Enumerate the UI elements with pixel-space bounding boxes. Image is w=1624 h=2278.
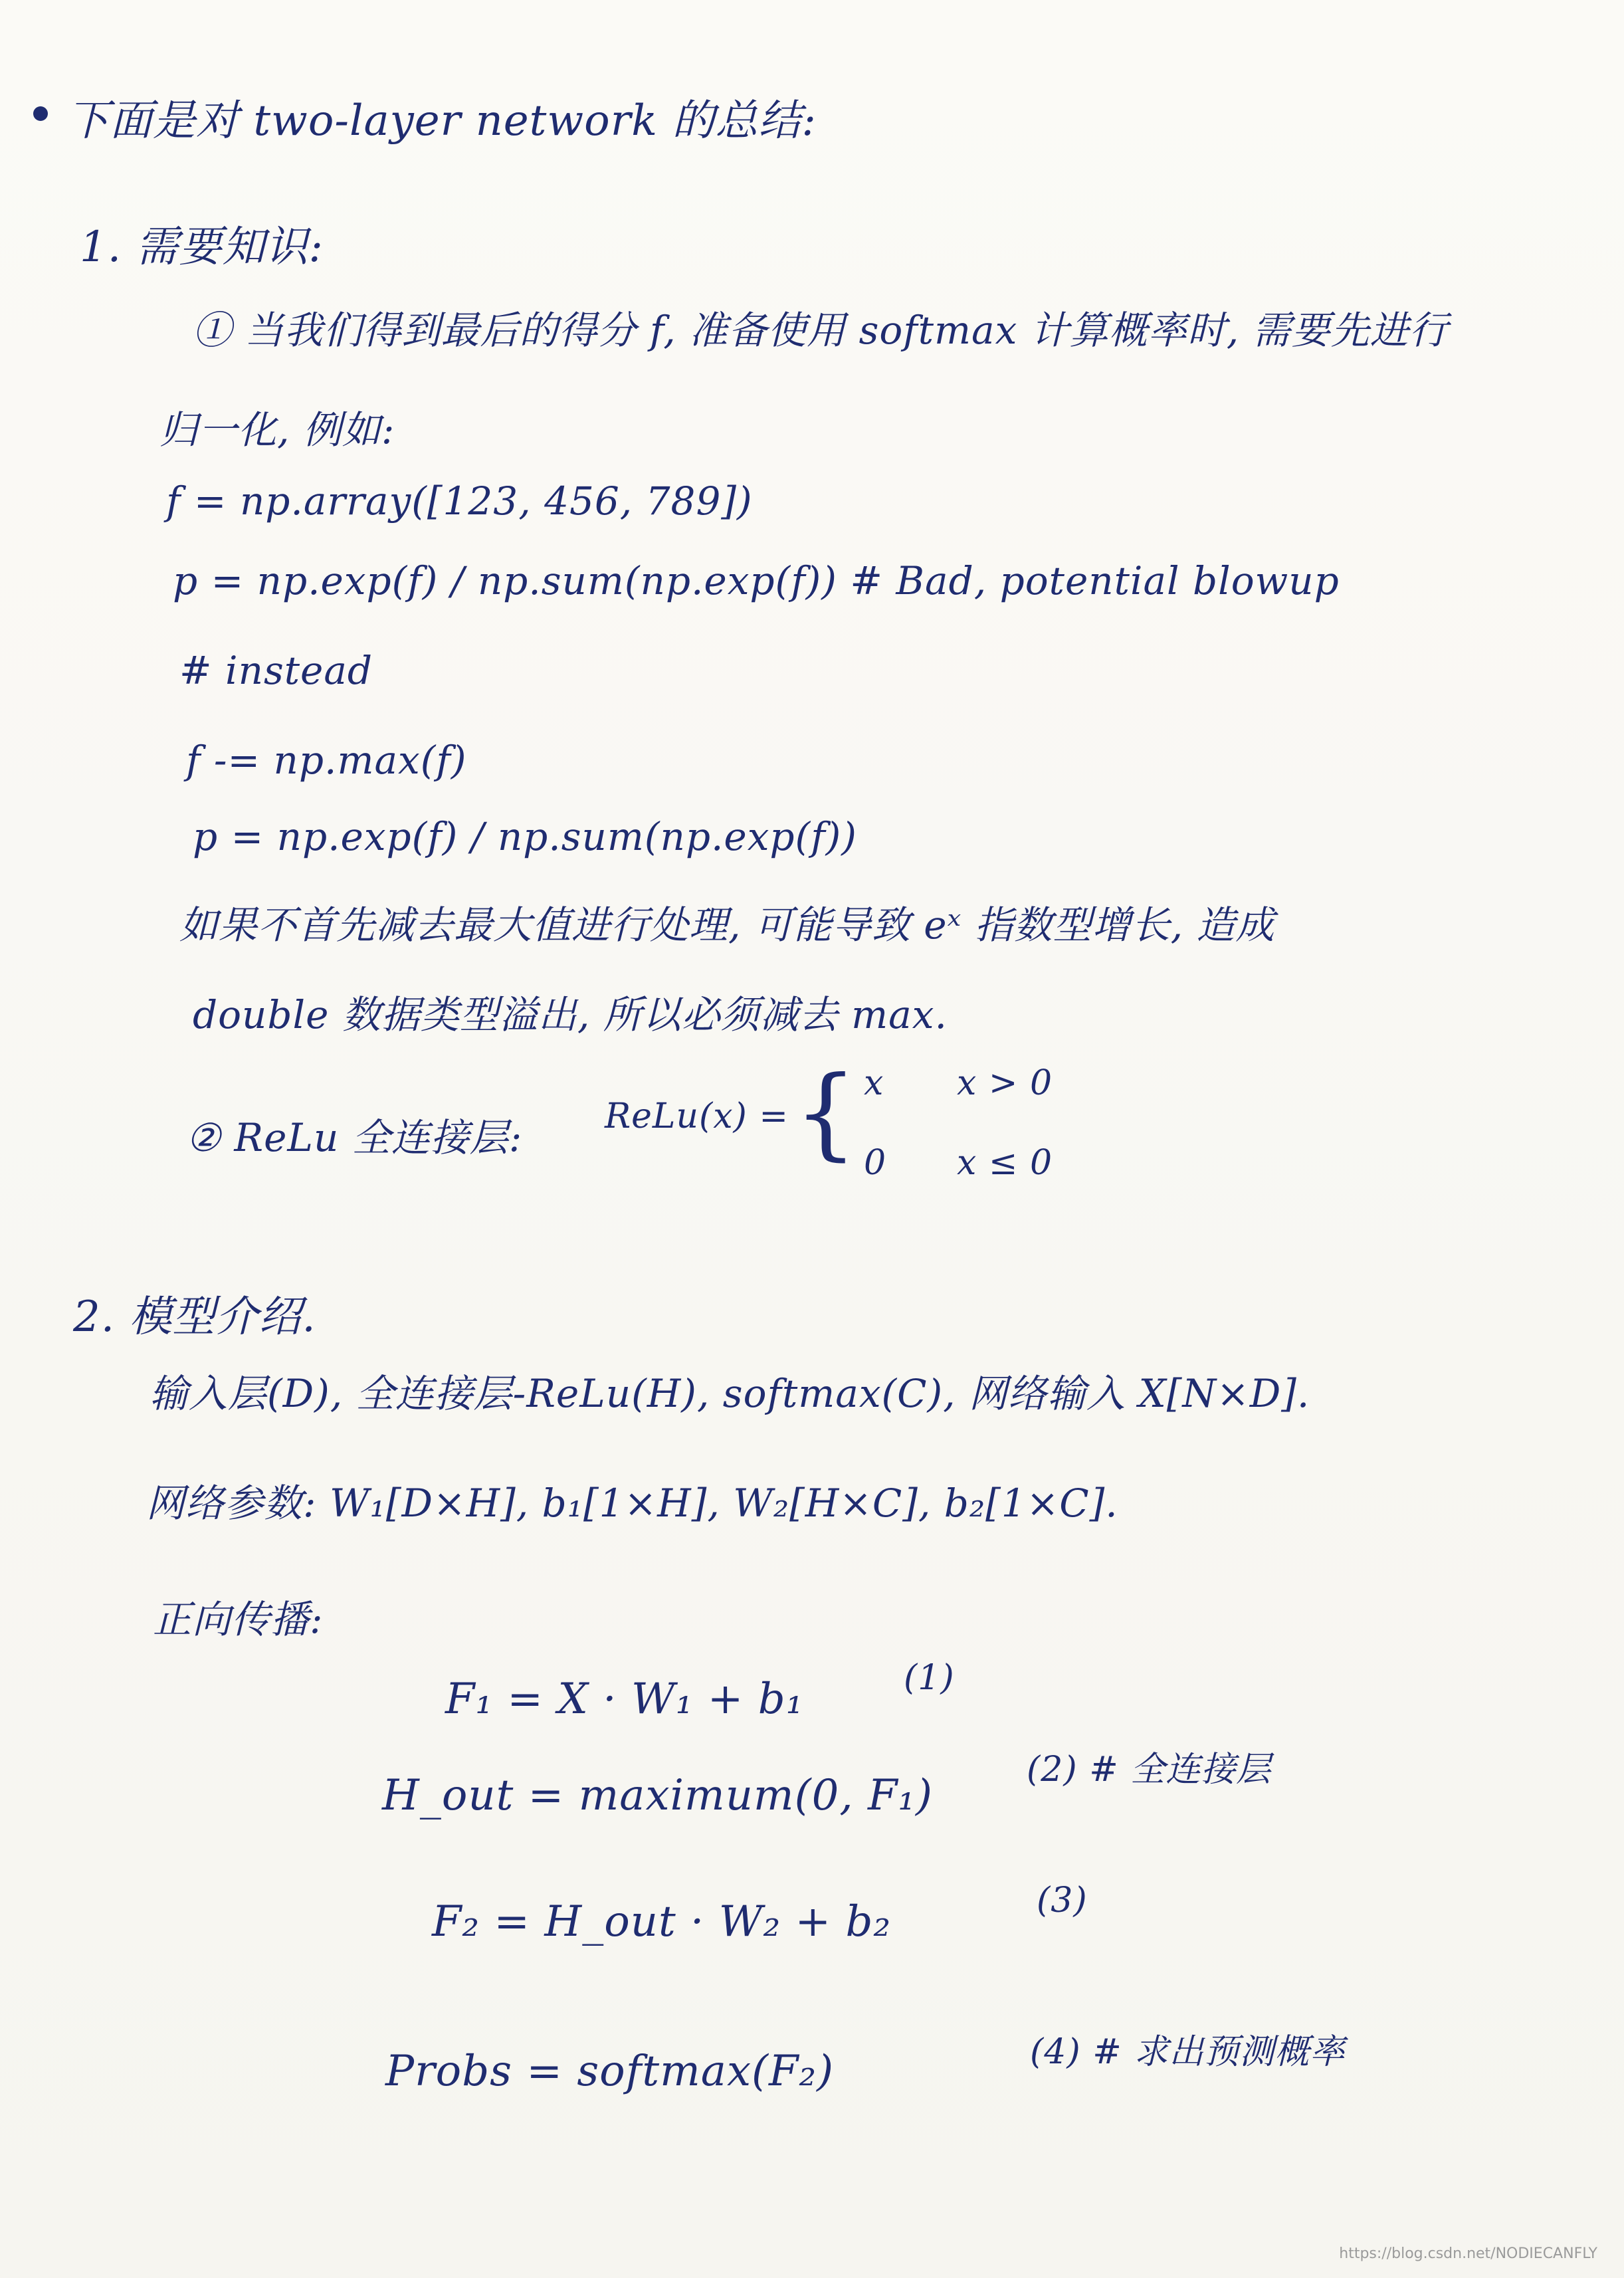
relu-case-cond-1: x > 0 bbox=[957, 1063, 1053, 1103]
model-layers-line: 输入层(D), 全连接层-ReLu(H), softmax(C), 网络输入 X[N×D]. bbox=[150, 1371, 1310, 1416]
network-params-line: 网络参数: W₁[D×H], b₁[1×H], W₂[H×C], b₂[1×C]. bbox=[146, 1481, 1118, 1526]
equation-4-number: (4) # 求出预测概率 bbox=[1030, 2032, 1346, 2072]
equation-1: F₁ = X · W₁ + b₁ bbox=[445, 1675, 804, 1724]
forward-prop-heading: 正向传播: bbox=[153, 1597, 324, 1642]
section-2-heading: 2. 模型介绍. bbox=[73, 1293, 316, 1342]
code-array-line: f = np.array([123, 456, 789]) bbox=[166, 478, 753, 524]
summary-heading: 下面是对 two-layer network 的总结: bbox=[66, 96, 817, 146]
relu-def-lhs: ReLu(x) = bbox=[605, 1096, 789, 1136]
equation-2-number: (2) # 全连接层 bbox=[1027, 1750, 1272, 1790]
code-bad-line: p = np.exp(f) / np.sum(np.exp(f)) # Bad, potential blowup bbox=[173, 558, 1340, 603]
section-1-heading: 1. 需要知识: bbox=[80, 223, 324, 272]
overflow-explanation-1: 如果不首先减去最大值进行处理, 可能导致 eˣ 指数型增长, 造成 bbox=[179, 902, 1275, 948]
softmax-intro-line: ① 当我们得到最后的得分 f, 准备使用 softmax 计算概率时, 需要先进行 bbox=[193, 308, 1449, 353]
code-instead-comment: # instead bbox=[179, 648, 373, 693]
equation-2: H_out = maximum(0, F₁) bbox=[382, 1771, 933, 1820]
overflow-explanation-2: double 数据类型溢出, 所以必须减去 max. bbox=[193, 992, 948, 1037]
code-softmax-line: p = np.exp(f) / np.sum(np.exp(f)) bbox=[193, 814, 857, 859]
piecewise-brace: { bbox=[794, 1055, 858, 1171]
equation-4: Probs = softmax(F₂) bbox=[385, 2047, 835, 2096]
equation-1-number: (1) bbox=[904, 1658, 955, 1698]
code-subtract-max: f -= np.max(f) bbox=[186, 738, 467, 783]
bullet-dot bbox=[33, 106, 48, 121]
relu-case-value-2: 0 bbox=[864, 1143, 887, 1183]
normalize-example-line: 归一化, 例如: bbox=[159, 407, 395, 453]
relu-case-value-1: x bbox=[864, 1063, 884, 1103]
equation-3: F₂ = H_out · W₂ + b₂ bbox=[432, 1897, 892, 1946]
relu-case-cond-2: x ≤ 0 bbox=[957, 1143, 1053, 1183]
relu-heading: ② ReLu 全连接层: bbox=[186, 1115, 523, 1160]
watermark: https://blog.csdn.net/NODIECANFLY bbox=[1339, 2245, 1597, 2262]
equation-3-number: (3) bbox=[1037, 1881, 1088, 1920]
